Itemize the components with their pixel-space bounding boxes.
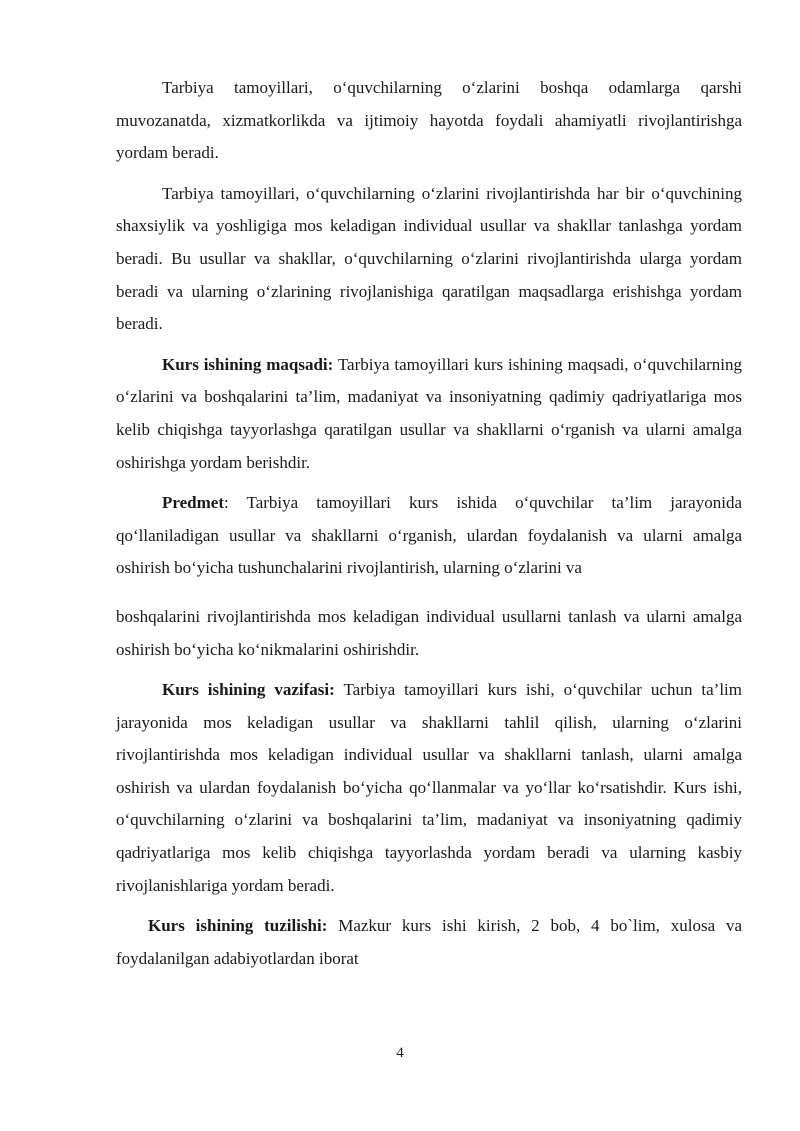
paragraph-subject xyxy=(116,487,742,585)
tasks-label: Kurs ishining vazifasi: xyxy=(162,680,335,700)
goal-label: Kurs ishining maqsadi: xyxy=(162,354,334,374)
paragraph-tasks xyxy=(116,674,742,902)
paragraph-intro-2: Tarbiya tamoyillari, o‘quvchilarning o‘zlarini rivojlantirishda har bir o‘quvchining shaxsiylik va yoshligiga mos keladigan individual usullar va shakllar tanlashga yordam beradi. Bu usullar va shakllar, o‘quvchilarning o‘zlarini rivojlantirishda ularga yordam beradi va ularning o‘zlarining rivojlanishiga qaratilgan maqsadlarga erishishga yordam beradi. xyxy=(116,183,742,334)
paragraph-subject-continued: boshqalarini rivojlantirishda mos keladigan individual usullarni tanlash va ularni amalga oshirish bo‘yicha ko‘nikmalarini oshirishdir. xyxy=(116,606,742,659)
goal-text: Tarbiya tamoyillari kurs ishining maqsadi, o‘quvchilarning o‘zlarini va boshqalarini ta’lim, madaniyat va insoniyatning qadimiy qadriyatlariga mos kelib chiqishga tayyorlashga qaratilgan usullar va shakllarni o‘rganish va ularni amalga oshirishga yordam berishdir. xyxy=(116,354,742,472)
subject-label: Predmet xyxy=(162,493,224,513)
structure-text: Mazkur kurs ishi kirish, 2 bob, 4 bo`lim, xulosa va foydalanilgan adabiyotlardan iborat xyxy=(116,916,742,968)
paragraph-goal xyxy=(116,349,742,479)
paragraph-intro-1: Tarbiya tamoyillari, o‘quvchilarning o‘zlarini boshqa odamlarga qarshi muvozanatda, xizmatkorlikda va ijtimoiy hayotda foydali ahamiyatli rivojlantirishga yordam beradi. xyxy=(116,78,742,163)
paragraph-structure xyxy=(116,910,742,975)
structure-label: Kurs ishining tuzilishi: xyxy=(148,916,328,936)
tasks-text: Tarbiya tamoyillari kurs ishi, o‘quvchilar uchun ta’lim jarayonida mos keladigan usullar va shakllarni tahlil qilish, ularning o‘zlarini rivojlantirishda mos keladigan individual usullar va shakllarni tanlash, ularni amalga oshirish va ulardan foydalanish bo‘yicha qo‘llanmalar va yo‘llar ko‘rsatishdir. Kurs ishi, o‘quvchilarning o‘zlarini va boshqalarini ta’lim, madaniyat va insoniyatning qadimiy qadriyatlariga mos kelib chiqishga tayyorlashda yordam beradi va ularning kasbiy rivojlanishlariga yordam beradi. xyxy=(116,680,742,895)
document-page xyxy=(116,72,742,983)
page-number: 4 xyxy=(396,1045,404,1061)
subject-text: : Tarbiya tamoyillari kurs ishida o‘quvchilar ta’lim jarayonida qo‘llaniladigan usullar va shakllarni o‘rganish, ulardan foydalanish va ularni amalga oshirish bo‘yicha tushunchalarini rivojlantirish, ularning o‘zlarini va xyxy=(116,493,742,578)
